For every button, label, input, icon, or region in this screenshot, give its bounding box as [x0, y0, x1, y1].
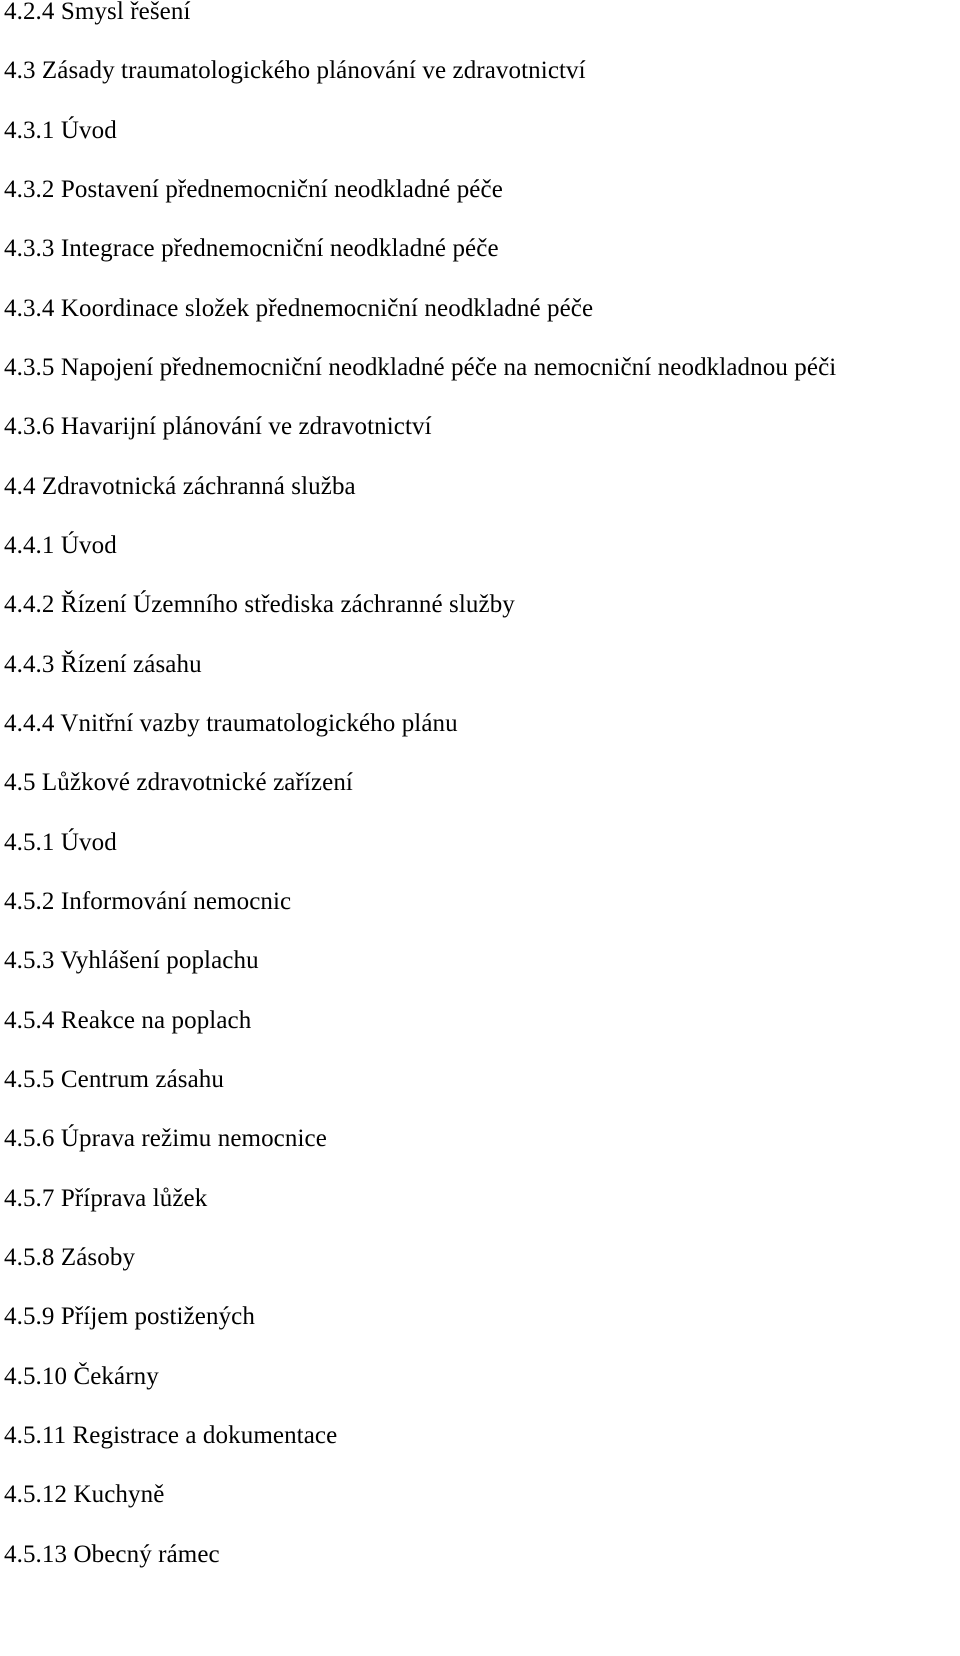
toc-entry: 4.5.2 Informování nemocnic: [4, 887, 292, 915]
toc-entry: 4.4.4 Vnitřní vazby traumatologického plánu: [4, 709, 458, 737]
toc-entry: 4.3 Zásady traumatologického plánování ve zdravotnictví: [4, 57, 586, 85]
toc-entry: 4.3.4 Koordinace složek přednemocniční neodkladné péče: [4, 294, 594, 322]
table-of-contents: [4, 0, 836, 1600]
toc-entry: 4.5.7 Příprava lůžek: [4, 1184, 208, 1212]
toc-entry: 4.5.3 Vyhlášení poplachu: [4, 947, 259, 975]
toc-entry: 4.3.5 Napojení přednemocniční neodkladné péče na nemocniční neodkladnou péči: [4, 353, 837, 381]
toc-entry: 4.5.5 Centrum zásahu: [4, 1065, 225, 1093]
toc-entry: 4.3.2 Postavení přednemocniční neodkladné péče: [4, 175, 503, 203]
toc-entry: 4.3.6 Havarijní plánování ve zdravotnictví: [4, 413, 432, 441]
toc-entry: 4.5.8 Zásoby: [4, 1243, 136, 1271]
toc-entry: 4.5 Lůžkové zdravotnické zařízení: [4, 769, 353, 797]
toc-entry: 4.3.1 Úvod: [4, 116, 117, 144]
toc-entry: 4.4.2 Řízení Územního střediska záchranné služby: [4, 591, 515, 619]
toc-entry: 4.5.4 Reakce na poplach: [4, 1006, 252, 1034]
toc-entry: 4.5.6 Úprava režimu nemocnice: [4, 1125, 327, 1153]
toc-entry: 4.5.13 Obecný rámec: [4, 1540, 220, 1568]
toc-entry: 4.5.9 Příjem postižených: [4, 1303, 255, 1331]
toc-entry: 4.5.11 Registrace a dokumentace: [4, 1421, 338, 1449]
toc-entry: 4.4.3 Řízení zásahu: [4, 650, 202, 678]
toc-entry: 4.2.4 Smysl řešení: [4, 0, 191, 25]
toc-entry: 4.4.1 Úvod: [4, 531, 117, 559]
toc-entry: 4.5.12 Kuchyně: [4, 1481, 165, 1509]
toc-entry: 4.5.1 Úvod: [4, 828, 117, 856]
toc-entry: 4.5.10 Čekárny: [4, 1362, 159, 1390]
toc-entry: 4.3.3 Integrace přednemocniční neodkladné péče: [4, 235, 499, 263]
toc-entry: 4.4 Zdravotnická záchranná služba: [4, 472, 356, 500]
